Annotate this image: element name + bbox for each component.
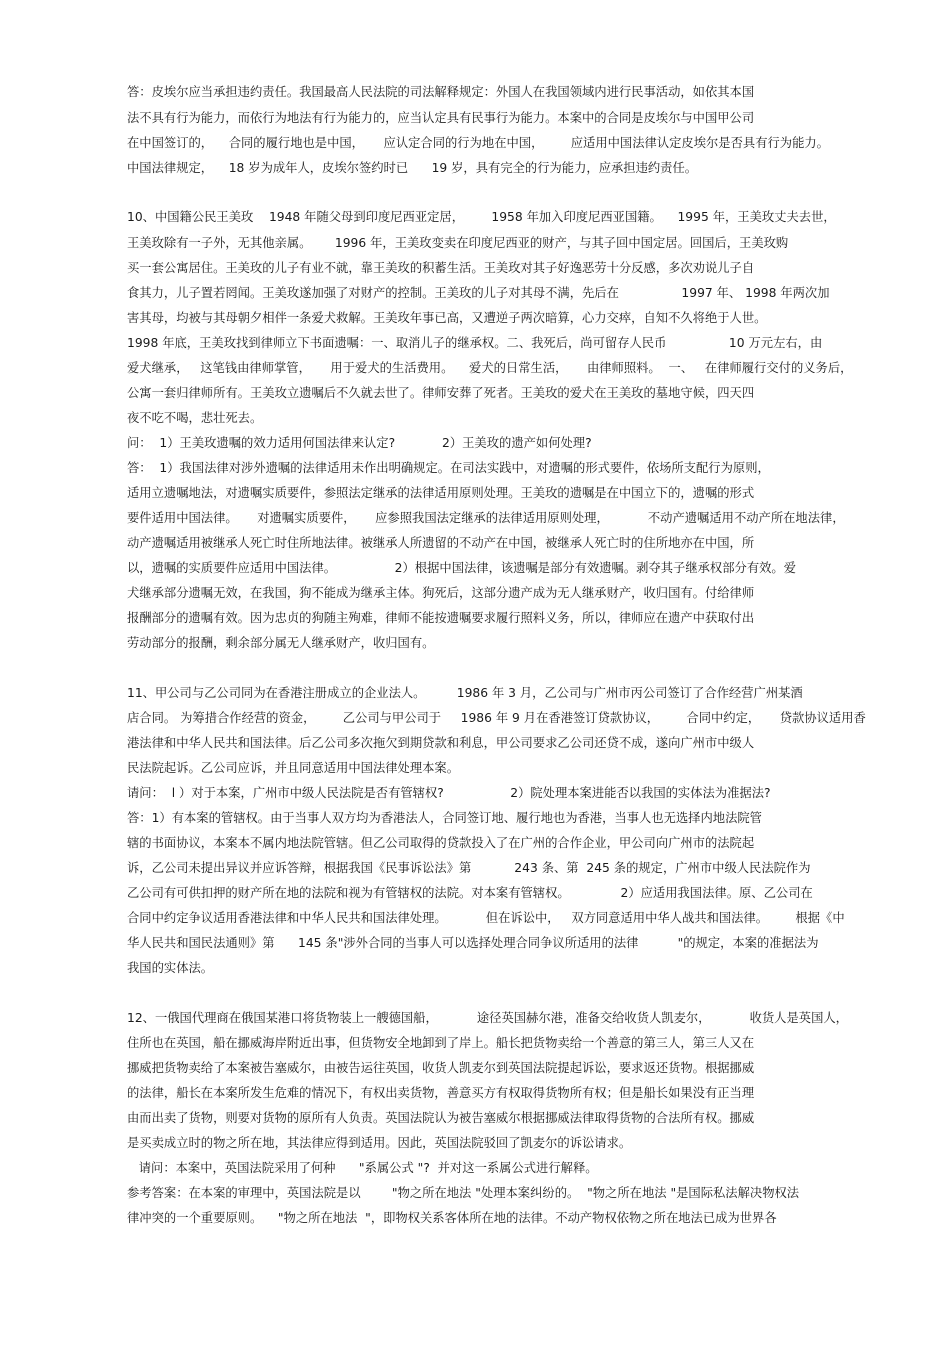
text-line: 1998 年底，王美玫找到律师立下书面遗嘱：一、取消儿子的继承权。二、我死后，尚可留存人民币 10 万元左右，由 <box>127 336 823 350</box>
text-line: 公寓一套归律师所有。王美玫立遗嘱后不久就去世了。律师安葬了死者。王美玫的爱犬在王美玫的墓地守候，四天四 <box>127 386 755 400</box>
text-line: 的法律，船长在本案所发生危难的情况下，有权出卖货物，善意买方有权取得货物所有权；但是船长如果没有正当理 <box>127 1086 755 1100</box>
text-line: 犬继承部分遗嘱无效，在我国，狗不能成为继承主体。狗死后，这部分遗产成为无人继承财产，收归国有。付给律师 <box>127 586 755 600</box>
text-line: 诉，乙公司未提出异议并应诉答辩，根据我国《民事诉讼法》第 243 条、第 245 条的规定，广州市中级人民法院作为 <box>127 861 811 875</box>
text-line: 劳动部分的报酬，剩余部分属无人继承财产，收归国有。 <box>127 636 435 650</box>
text-line: 以，遗嘱的实质要件应适用中国法律。 2）根据中国法律，该遗嘱是部分有效遗嘱。剥夺其子继承权部分有效。爱 <box>127 561 797 575</box>
text-line: 食其力，儿子置若罔闻。王美玫遂加强了对财产的控制。王美玫的儿子对其母不满，先后在 1997 年、 1998 年两次加 <box>127 286 830 300</box>
text-line: 爱犬继承， 这笔钱由律师掌管， 用于爱犬的生活费用。 爱犬的日常生活， 由律师照料。 一、 在律师履行交付的义务后， <box>127 361 853 375</box>
text-line: 律冲突的一个重要原则。 "物之所在地法 "，即物权关系客体所在地的法律。不动产物权依物之所在地法已成为世界各 <box>127 1211 777 1225</box>
text-line: 合同中约定争议适用香港法律和中华人民共和国法律处理。 但在诉讼中， 双方同意适用中华人战共和国法律。 根据《中 <box>127 911 845 925</box>
text-line: 挪威把货物卖给了本案被告塞威尔，由被告运往英国，收货人凯麦尔到英国法院提起诉讼，要求返还货物。根据挪威 <box>127 1061 755 1075</box>
text-line: 乙公司有可供扣押的财产所在地的法院和视为有管辖权的法院。对本案有管辖权。 2）应适用我国法律。原、乙公司在 <box>127 886 813 900</box>
text-line: 动产遗嘱适用被继承人死亡时住所地法律。被继承人所遗留的不动产在中国，被继承人死亡时的住所地亦在中国，所 <box>127 536 755 550</box>
text-line: 请问：本案中，英国法院采用了何种 "系属公式 "? 并对这一系属公式进行解释。 <box>127 1161 598 1175</box>
text-line: 买一套公寓居住。王美玫的儿子有业不就，靠王美玫的积蓄生活。王美玫对其子好逸恶劳十分反感，多次劝说儿子自 <box>127 261 755 275</box>
text-line: 请问： l ）对于本案，广州市中级人民法院是否有管辖权? 2）院处理本案进能否以我国的实体法为准据法? <box>127 786 771 800</box>
text-line: 王美玫除有一子外，无其他亲属。 1996 年，王美玫变卖在印度尼西亚的财产，与其子回中国定居。回国后，王美玫购 <box>127 236 789 250</box>
text-line: 夜不吃不喝，悲壮死去。 <box>127 411 263 425</box>
text-line: 法不具有行为能力，而依行为地法有行为能力的，应当认定具有民事行为能力。本案中的合同是皮埃尔与中国甲公司 <box>127 111 755 125</box>
text-line: 是买卖成立时的物之所在地，其法律应得到适用。因此，英国法院驳回了凯麦尔的诉讼请求。 <box>127 1136 632 1150</box>
text-line: 辖的书面协议，本案本不属内地法院管辖。但乙公司取得的贷款投入了在广州的合作企业，甲公司向广州市的法院起 <box>127 836 755 850</box>
text-line: 港法律和中华人民共和国法律。后乙公司多次拖欠到期贷款和利息，甲公司要求乙公司还贷不成，遂向广州市中级人 <box>127 736 755 750</box>
text-line: 11、甲公司与乙公司同为在香港注册成立的企业法人。 1986 年 3 月，乙公司与广州市丙公司签订了合作经营广州某酒 <box>127 686 803 700</box>
text-line: 华人民共和国民法通则》第 145 条"涉外合同的当事人可以选择处理合同争议所适用的法律 "的规定，本案的准据法为 <box>127 936 819 950</box>
text-line: 害其母，均被与其母朝夕相伴一条爱犬救解。王美玫年事已高，又遭逆子两次暗算，心力交瘁，自知不久将绝于人世。 <box>127 311 767 325</box>
text-line: 12、一俄国代理商在俄国某港口将货物装上一艘德国船， 途径英国赫尔港，准备交给收货人凯麦尔， 收货人是英国人， <box>127 1011 848 1025</box>
text-line: 在中国签订的， 合同的履行地也是中国， 应认定合同的行为地在中国， 应适用中国法律认定皮埃尔是否具有行为能力。 <box>127 136 829 150</box>
text-line: 店合同。 为筹措合作经营的资金， 乙公司与甲公司于 1986 年 9 月在香港签订贷款协议， 合同中约定， 贷款协议适用香 <box>127 711 866 725</box>
text-line: 10、中国籍公民王美玫 1948 年随父母到印度尼西亚定居， 1958 年加入印度尼西亚国籍。 1995 年，王美玫丈夫去世， <box>127 210 836 224</box>
text-line: 由而出卖了货物，则要对货物的原所有人负责。英国法院认为被告塞威尔根据挪威法律取得货物的合法所有权。挪威 <box>127 1111 755 1125</box>
text-line: 报酬部分的遗嘱有效。因为忠贞的狗随主殉难，律师不能按遗嘱要求履行照料义务，所以，律师应在遗产中获取付出 <box>127 611 755 625</box>
text-line: 民法院起诉。乙公司应诉，并且同意适用中国法律处理本案。 <box>127 761 460 775</box>
text-line: 住所也在英国，船在挪威海岸附近出事，但货物安全地卸到了岸上。船长把货物卖给一个善意的第三人，第三人又在 <box>127 1036 755 1050</box>
text-line: 参考答案：在本案的审理中，英国法院是以 "物之所在地法 "处理本案纠纷的。 "物之所在地法 "是国际私法解决物权法 <box>127 1186 800 1200</box>
text-line: 要件适用中国法律。 对遗嘱实质要件， 应参照我国法定继承的法律适用原则处理， 不动产遗嘱适用不动产所在地法律， <box>127 511 845 525</box>
text-line: 答：皮埃尔应当承担违约责任。我国最高人民法院的司法解释规定：外国人在我国领域内进行民事活动，如依其本国 <box>127 85 755 99</box>
text-line: 中国法律规定， 18 岁为成年人，皮埃尔签约时已 19 岁，具有完全的行为能力，应承担违约责任。 <box>127 161 698 175</box>
text-line: 问： 1）王美玫遗嘱的效力适用何国法律来认定? 2）王美玫的遗产如何处理? <box>127 436 592 450</box>
text-line: 适用立遗嘱地法，对遗嘱实质要件，参照法定继承的法律适用原则处理。王美玫的遗嘱是在中国立下的，遗嘱的形式 <box>127 486 755 500</box>
text-line: 答： 1）我国法律对涉外遗嘱的法律适用未作出明确规定。在司法实践中，对遗嘱的形式要件，依场所支配行为原则， <box>127 461 770 475</box>
text-line: 我国的实体法。 <box>127 961 214 975</box>
text-line: 答：1）有本案的管辖权。由于当事人双方均为香港法人，合同签订地、履行地也为香港，当事人也无选择内地法院管 <box>127 811 762 825</box>
